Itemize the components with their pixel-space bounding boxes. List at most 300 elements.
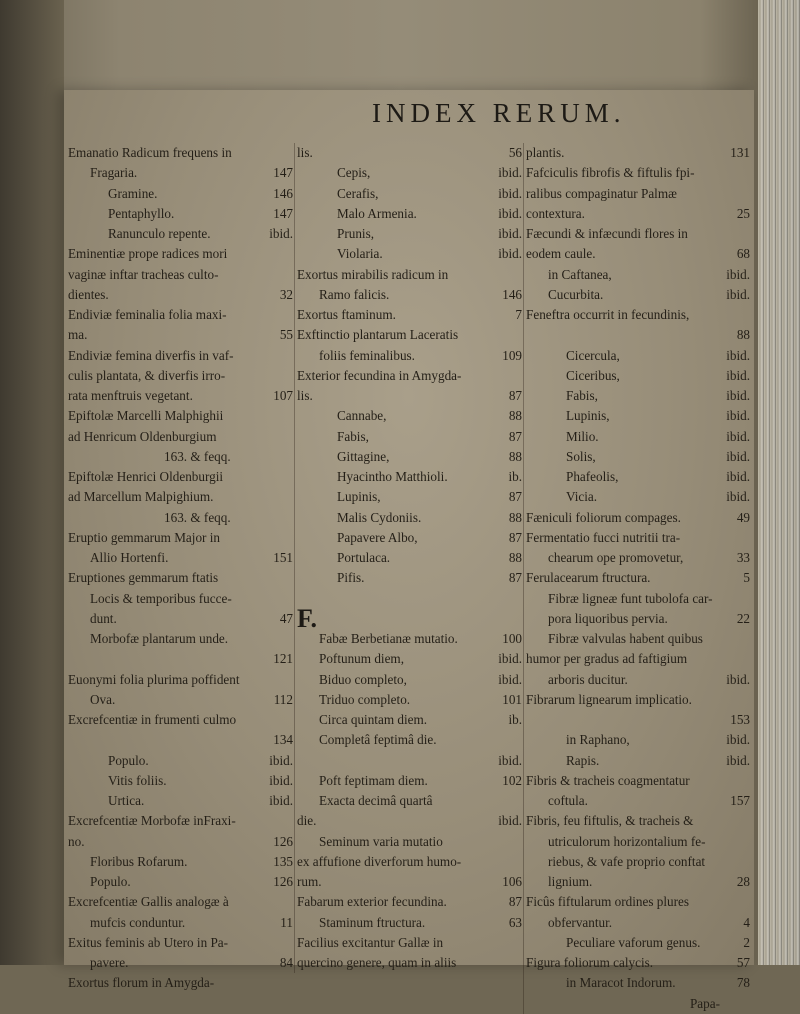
entry-spacer	[618, 467, 723, 487]
index-entry	[526, 366, 750, 386]
entry-spacer	[599, 751, 723, 771]
entry-spacer	[428, 771, 499, 791]
entry-text: utriculorum horizontalium fe-	[548, 833, 706, 849]
entry-text: mufcis conduntur.	[90, 914, 186, 930]
entry-text: Emanatio Radicum frequens in	[68, 145, 232, 160]
entry-text: Endiviæ femina diverfis in vaf-	[68, 347, 234, 363]
index-entry	[297, 548, 522, 568]
index-entry	[526, 892, 750, 912]
entry-text: Ranunculo repente.	[108, 226, 211, 241]
entry-page-ref	[519, 852, 522, 872]
entry-text: lis.	[297, 145, 313, 160]
entry-spacer	[193, 386, 270, 406]
index-entry	[297, 143, 522, 163]
entry-page-ref: 88	[508, 408, 522, 424]
entry-text: Peculiare vaforum genus.	[566, 934, 701, 950]
entry-spacer	[410, 690, 499, 710]
index-entry	[68, 386, 293, 406]
entry-page-ref: 151	[273, 550, 293, 565]
entry-spacer	[313, 143, 506, 163]
entry-spacer	[677, 184, 747, 204]
entry-spacer	[612, 265, 723, 285]
index-entry	[297, 791, 522, 811]
entry-spacer	[167, 771, 267, 791]
entry-spacer	[700, 933, 740, 953]
entry-spacer	[705, 852, 747, 872]
index-entry	[297, 649, 522, 669]
index-entry	[68, 447, 293, 467]
entry-text: in Raphano,	[566, 732, 630, 748]
entry-page-ref	[519, 730, 522, 750]
entry-text: Figura foliorum calycis.	[526, 955, 654, 970]
index-entry	[297, 467, 522, 487]
entry-text: F.	[297, 603, 317, 633]
entry-text: die.	[297, 813, 317, 829]
entry-page-ref	[290, 447, 293, 467]
index-entry	[68, 629, 293, 649]
entry-page-ref	[290, 568, 293, 588]
entry-spacer	[690, 771, 747, 791]
index-entry	[297, 670, 522, 690]
entry-text: humor per gradus ad faftigium	[526, 651, 688, 667]
index-entry	[297, 568, 522, 588]
index-entry	[68, 670, 293, 690]
entry-spacer	[231, 447, 290, 467]
entry-text: Triduo completo.	[319, 691, 411, 707]
index-entry	[68, 406, 293, 426]
entry-text: Fibris, feu fiftulis, & tracheis &	[526, 813, 694, 829]
entry-spacer	[228, 629, 290, 649]
index-entry	[297, 508, 522, 528]
entry-text: Endiviæ feminalia folia maxi-	[68, 307, 227, 322]
entry-page-ref: 112	[273, 691, 293, 707]
index-entry	[297, 528, 522, 548]
entry-page-ref	[747, 629, 750, 649]
entry-text: rum.	[297, 874, 322, 889]
entry-text: Gittagine,	[337, 448, 390, 464]
entry-spacer	[448, 265, 519, 285]
entry-page-ref	[747, 184, 750, 204]
page-title: INDEX RERUM.	[372, 98, 626, 128]
entry-text: Facilius excitantur Gallæ in	[297, 934, 444, 950]
catchword: Papa-	[689, 995, 720, 1011]
entry-spacer	[68, 649, 270, 669]
index-entry	[526, 852, 750, 872]
entry-spacer	[693, 811, 747, 831]
entry-spacer	[214, 973, 290, 993]
entry-text: Lupinis,	[566, 408, 610, 424]
entry-spacer	[185, 913, 277, 933]
entry-page-ref: 153	[730, 712, 750, 727]
entry-text: Euonymi folia plurima poffident	[68, 671, 240, 687]
entry-text: culis plantata, & diverfis irro-	[68, 367, 226, 383]
index-entry	[297, 244, 522, 264]
entry-text: Feneftra occurrit in fecundinis,	[526, 307, 690, 322]
index-entry	[68, 852, 293, 872]
entry-text: Gramine.	[108, 185, 158, 201]
entry-spacer	[213, 487, 290, 507]
index-entry	[297, 346, 522, 366]
entry-text: Urtica.	[108, 793, 145, 808]
entry-page-ref	[290, 143, 293, 163]
index-entry	[68, 609, 293, 629]
index-entry	[526, 467, 750, 487]
entry-page-ref	[747, 811, 750, 831]
entry-spacer	[668, 609, 734, 629]
entry-spacer	[225, 366, 290, 386]
entry-page-ref	[290, 305, 293, 325]
entry-text: vaginæ inftar tracheas culto-	[68, 266, 219, 282]
entry-spacer	[389, 447, 505, 467]
index-entry	[68, 892, 293, 912]
entry-spacer	[599, 427, 724, 447]
entry-spacer	[211, 224, 267, 244]
entry-text: lignium.	[548, 874, 593, 889]
entry-page-ref: ibid.	[498, 165, 522, 181]
entry-spacer	[443, 832, 519, 852]
index-entry	[526, 913, 750, 933]
entry-page-ref	[290, 670, 293, 690]
entry-spacer	[650, 568, 740, 588]
index-entry	[68, 973, 293, 993]
index-entry	[526, 204, 750, 224]
entry-spacer	[396, 305, 513, 325]
entry-page-ref: 84	[279, 955, 293, 970]
entry-spacer	[585, 204, 734, 224]
entry-page-ref: 134	[273, 732, 293, 748]
entry-spacer	[131, 872, 271, 892]
entry-text: Fabarum exterior fecundina.	[297, 894, 447, 910]
entry-page-ref	[747, 892, 750, 912]
entry-page-ref	[747, 163, 750, 183]
entry-spacer	[689, 892, 747, 912]
index-entry	[526, 791, 750, 811]
entry-text: Fibrarum lignearum implicatio.	[526, 691, 692, 707]
entry-text: dientes.	[68, 286, 109, 302]
entry-spacer	[117, 609, 277, 629]
entry-page-ref: ibid.	[726, 752, 750, 768]
entry-text: Populo.	[90, 874, 131, 889]
index-entry	[526, 933, 750, 953]
entry-page-ref: ibid.	[498, 651, 522, 667]
entry-spacer	[676, 973, 734, 993]
entry-page-ref: 88	[736, 327, 750, 343]
index-entry	[526, 832, 750, 852]
entry-spacer	[433, 791, 520, 811]
index-entry	[297, 603, 522, 633]
entry-page-ref: ibid.	[726, 286, 750, 302]
index-entry	[526, 548, 750, 568]
entry-text: lis.	[297, 388, 313, 403]
index-entry	[68, 143, 293, 163]
index-column-1	[68, 143, 293, 994]
entry-page-ref: 87	[508, 529, 522, 545]
index-entry	[526, 305, 750, 325]
entry-spacer	[381, 487, 506, 507]
entry-page-ref	[290, 427, 293, 447]
entry-spacer	[592, 872, 733, 892]
entry-page-ref: ibid.	[726, 732, 750, 748]
entry-page-ref: ibid.	[269, 752, 293, 768]
entry-text: ralibus compaginatur Palmæ	[526, 185, 677, 201]
entry-page-ref: ibid.	[726, 428, 750, 444]
entry-page-ref	[290, 973, 293, 993]
entry-text: Ferulacearum ftructura.	[526, 570, 651, 586]
entry-page-ref: 57	[736, 955, 750, 970]
entry-page-ref: 25	[736, 205, 750, 221]
entry-spacer	[389, 285, 499, 305]
entry-text: Exacta decimâ quartâ	[319, 793, 433, 808]
entry-text: Exftinctio plantarum Laceratis	[297, 327, 459, 343]
entry-page-ref: 2	[743, 934, 750, 950]
index-entry	[297, 933, 522, 953]
entry-spacer	[216, 427, 290, 447]
entry-page-ref	[747, 305, 750, 325]
entry-page-ref: 47	[279, 610, 293, 626]
entry-text: Violaria.	[337, 246, 383, 262]
entry-spacer	[597, 487, 723, 507]
index-entry	[526, 386, 750, 406]
entry-page-ref: 28	[736, 874, 750, 889]
entry-page-ref	[290, 933, 293, 953]
entry-page-ref: ibid.	[269, 772, 293, 788]
entry-page-ref	[290, 487, 293, 507]
entry-page-ref	[519, 265, 522, 285]
index-entry	[526, 872, 750, 892]
index-entry	[68, 285, 293, 305]
entry-page-ref: 56	[508, 145, 522, 160]
index-entry	[297, 204, 522, 224]
entry-spacer	[84, 832, 270, 852]
entry-page-ref: 5	[743, 570, 750, 586]
index-entry	[68, 690, 293, 710]
entry-page-ref	[290, 265, 293, 285]
entry-spacer	[219, 265, 291, 285]
entry-page-ref: 33	[736, 550, 750, 565]
entry-spacer	[421, 508, 506, 528]
index-entry	[526, 224, 750, 244]
index-entry	[68, 872, 293, 892]
entry-text: in Maracot Indorum.	[566, 975, 676, 991]
entry-page-ref: 88	[508, 509, 522, 525]
entry-spacer	[612, 913, 740, 933]
entry-text: contextura.	[526, 205, 585, 221]
entry-page-ref: 68	[736, 246, 750, 262]
entry-page-ref: 87	[508, 388, 522, 403]
entry-spacer	[374, 224, 495, 244]
entry-spacer	[596, 244, 734, 264]
index-entry	[297, 285, 522, 305]
entry-text: Fafciculis fibrofis & fiftulis fpi-	[526, 165, 695, 181]
entry-spacer	[223, 467, 290, 487]
entry-page-ref: ibid.	[498, 185, 522, 201]
entry-text: Fibræ valvulas habent quibus	[548, 631, 703, 646]
entry-page-ref: ibid.	[498, 671, 522, 687]
entry-spacer	[317, 609, 519, 629]
index-entry	[68, 913, 293, 933]
entry-text: Excrefcentiæ in frumenti culmo	[68, 712, 237, 727]
entry-spacer	[681, 508, 734, 528]
entry-text: Exitus feminis ab Utero in Pa-	[68, 934, 229, 950]
entry-page-ref: 146	[273, 185, 293, 201]
entry-spacer	[564, 143, 727, 163]
entry-spacer	[630, 730, 723, 750]
entry-text: Cannabe,	[337, 408, 387, 424]
entry-text: Exortus mirabilis radicum in	[297, 266, 449, 282]
entry-text: ma.	[68, 327, 88, 343]
entry-spacer	[653, 953, 734, 973]
entry-spacer	[174, 204, 270, 224]
entry-spacer	[386, 406, 505, 426]
index-entry	[297, 325, 522, 345]
index-entry	[526, 487, 750, 507]
entry-text: Poft feptimam diem.	[319, 772, 428, 788]
entry-text: coftula.	[548, 793, 588, 808]
entry-text: Malis Cydoniis.	[337, 509, 422, 525]
entry-spacer	[109, 285, 277, 305]
entry-text: Epiftolæ Marcelli Malphighii	[68, 408, 224, 424]
index-entry	[526, 346, 750, 366]
index-entry	[297, 589, 522, 609]
entry-text: chearum ope promovetur,	[548, 550, 684, 565]
entry-text: obfervantur.	[548, 914, 613, 930]
index-entry	[297, 447, 522, 467]
index-entry	[68, 366, 293, 386]
entry-spacer	[369, 427, 506, 447]
entry-page-ref	[290, 811, 293, 831]
index-entry	[68, 467, 293, 487]
entry-spacer	[588, 791, 727, 811]
entry-page-ref: 147	[273, 205, 293, 221]
entry-text: pavere.	[90, 955, 129, 970]
index-entry	[68, 953, 293, 973]
entry-text: Solis,	[566, 448, 596, 464]
entry-spacer	[115, 690, 270, 710]
index-entry	[526, 244, 750, 264]
index-entry	[297, 872, 522, 892]
entry-page-ref: ibid.	[498, 813, 522, 829]
index-entry	[297, 832, 522, 852]
index-entry	[68, 325, 293, 345]
entry-page-ref: 4	[743, 914, 750, 930]
entry-spacer	[628, 670, 723, 690]
entry-spacer	[223, 406, 290, 426]
index-entry	[526, 508, 750, 528]
entry-spacer	[603, 285, 723, 305]
entry-page-ref	[747, 528, 750, 548]
entry-spacer	[689, 305, 747, 325]
index-entry	[68, 184, 293, 204]
book-gutter-shadow	[0, 0, 64, 965]
entry-page-ref: ibid.	[726, 408, 750, 424]
entry-text: rata menftruis vegetant.	[68, 388, 193, 403]
entry-page-ref: ibid.	[726, 266, 750, 282]
entry-page-ref: 88	[508, 448, 522, 464]
entry-spacer	[220, 528, 290, 548]
index-entry	[526, 406, 750, 426]
entry-text: Cicercula,	[566, 347, 620, 363]
entry-page-ref	[290, 892, 293, 912]
entry-spacer	[404, 649, 495, 669]
entry-page-ref	[519, 791, 522, 811]
index-entry	[297, 184, 522, 204]
index-entry	[68, 933, 293, 953]
entry-spacer	[228, 933, 290, 953]
entry-text: Cucurbita.	[548, 286, 604, 302]
entry-text: plantis.	[526, 145, 565, 160]
entry-page-ref: ibid.	[726, 671, 750, 687]
entry-text: Papavere Albo,	[337, 529, 418, 545]
entry-spacer	[68, 730, 270, 750]
entry-text: quercino genere, quam in aliis	[297, 955, 457, 970]
entry-page-ref: ibid.	[498, 246, 522, 262]
entry-spacer	[448, 467, 506, 487]
index-entry	[526, 184, 750, 204]
index-entry	[297, 386, 522, 406]
index-entry	[526, 690, 750, 710]
entry-page-ref: ibid.	[726, 367, 750, 383]
index-entry	[297, 730, 522, 750]
entry-text: Cepis,	[337, 165, 371, 181]
index-entry	[526, 973, 750, 993]
entry-spacer	[313, 386, 506, 406]
entry-page-ref: ibid.	[726, 388, 750, 403]
index-entry	[297, 406, 522, 426]
entry-spacer	[526, 710, 727, 730]
entry-page-ref	[290, 366, 293, 386]
index-entry	[526, 629, 750, 649]
entry-page-ref	[519, 366, 522, 386]
entry-text: Malo Armenia.	[337, 205, 417, 221]
entry-text: Fibræ ligneæ funt tubolofa car-	[548, 590, 713, 606]
entry-spacer	[370, 163, 495, 183]
index-entry	[68, 589, 293, 609]
index-entry	[68, 568, 293, 588]
entry-page-ref: 100	[502, 631, 522, 646]
entry-spacer	[87, 325, 276, 345]
entry-text: Milio.	[566, 428, 599, 444]
entry-page-ref: 107	[273, 388, 293, 403]
entry-page-ref: 157	[730, 793, 750, 808]
entry-page-ref: 49	[736, 509, 750, 525]
entry-page-ref: ibid.	[269, 226, 293, 241]
entry-spacer	[157, 184, 270, 204]
index-entry	[68, 751, 293, 771]
entry-spacer	[378, 184, 495, 204]
entry-text: Morbofæ plantarum unde.	[90, 631, 229, 646]
entry-spacer	[390, 548, 506, 568]
entry-spacer	[425, 913, 506, 933]
entry-page-ref: 87	[508, 570, 522, 586]
entry-page-ref: 87	[508, 894, 522, 910]
entry-spacer	[407, 670, 495, 690]
entry-text: ad Marcellum Malpighium.	[68, 489, 214, 505]
entry-spacer	[187, 852, 270, 872]
entry-text: Fæcundi & infæcundi flores in	[526, 226, 688, 241]
entry-text: Excrefcentiæ Gallis analogæ à	[68, 894, 229, 910]
entry-page-ref: 126	[273, 874, 293, 889]
entry-page-ref: ib.	[508, 712, 522, 727]
index-entry	[526, 751, 750, 771]
entry-page-ref	[747, 690, 750, 710]
entry-page-ref	[519, 589, 522, 609]
entry-page-ref	[519, 953, 522, 973]
index-entry	[297, 366, 522, 386]
entry-spacer	[218, 568, 290, 588]
index-entry	[68, 710, 293, 730]
entry-text: Populo.	[108, 752, 149, 768]
entry-page-ref: ib.	[508, 469, 522, 484]
